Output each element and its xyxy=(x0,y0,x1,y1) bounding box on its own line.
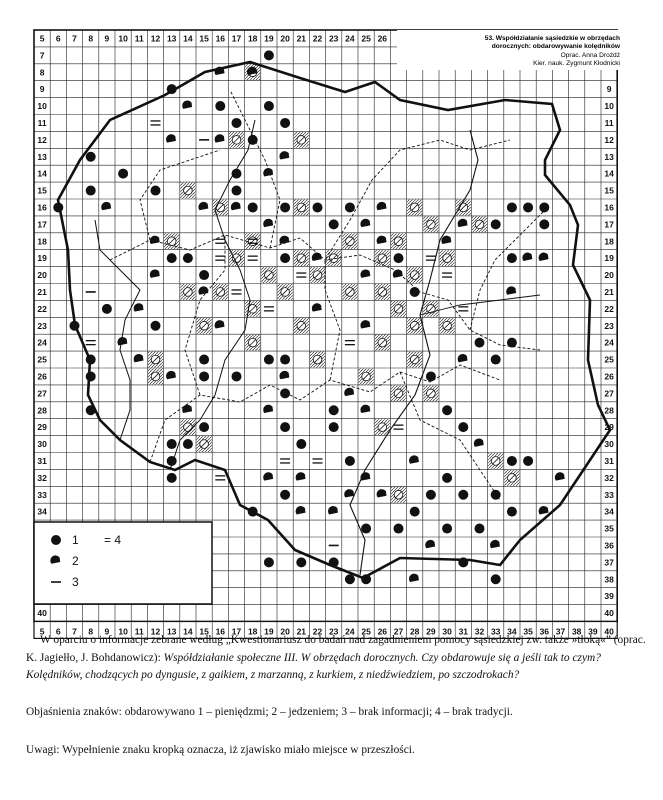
left-row-label: 7 xyxy=(39,50,45,61)
map-title-box xyxy=(397,30,622,70)
right-row-label: 17 xyxy=(604,219,614,230)
bottom-column-label: 40 xyxy=(604,626,614,637)
marker-money xyxy=(70,321,80,331)
marker-money xyxy=(86,186,96,196)
bottom-column-label: 38 xyxy=(571,626,582,637)
marker-food xyxy=(409,574,419,582)
marker-food xyxy=(215,67,225,75)
right-row-label: 31 xyxy=(604,455,614,466)
right-row-label: 37 xyxy=(604,557,614,568)
marker-money xyxy=(458,557,468,567)
marker-money xyxy=(329,422,339,432)
left-row-label: 26 xyxy=(37,371,47,382)
marker-money xyxy=(523,202,533,212)
bottom-column-label: 29 xyxy=(426,626,436,637)
legend-label-2: 2 xyxy=(72,554,79,568)
top-column-label: 26 xyxy=(377,33,388,44)
right-row-label: 14 xyxy=(604,168,614,179)
marker-money xyxy=(264,557,274,567)
marker-money xyxy=(361,574,371,584)
right-row-label: 23 xyxy=(604,320,614,331)
marker-food xyxy=(166,371,176,379)
right-row-label: 32 xyxy=(604,472,614,483)
region-border xyxy=(110,235,540,350)
bottom-column-label: 34 xyxy=(507,626,517,637)
right-row-label: 19 xyxy=(604,253,614,264)
bottom-column-label: 25 xyxy=(361,626,371,637)
marker-money xyxy=(151,321,161,331)
left-row-label: 9 xyxy=(39,84,45,95)
right-row-label: 40 xyxy=(604,608,614,619)
marker-food xyxy=(377,489,387,497)
left-row-label: 18 xyxy=(37,236,47,247)
marker-money xyxy=(507,202,517,212)
bottom-column-label: 19 xyxy=(264,626,274,637)
marker-food xyxy=(150,236,160,244)
bottom-column-label: 7 xyxy=(72,626,77,637)
marker-money xyxy=(426,371,436,381)
marker-money xyxy=(491,219,501,229)
marker-money xyxy=(232,371,242,381)
marker-food xyxy=(263,472,273,480)
marker-food xyxy=(263,168,273,176)
marker-money xyxy=(507,507,517,517)
bottom-column-label: 39 xyxy=(588,626,598,637)
marker-money xyxy=(280,388,290,398)
marker-money xyxy=(329,405,339,415)
left-row-label: 29 xyxy=(37,422,47,433)
map-supervisor: Kier. nauk. Zygmunt Kłodnicki xyxy=(533,60,620,67)
bottom-column-label: 21 xyxy=(296,626,307,637)
left-row-label: 25 xyxy=(37,354,47,365)
marker-food xyxy=(312,303,322,311)
right-row-label: 29 xyxy=(604,422,614,433)
marker-money xyxy=(458,490,468,500)
marker-food xyxy=(231,202,241,210)
marker-money xyxy=(280,118,290,128)
marker-money xyxy=(296,557,306,567)
marker-money xyxy=(86,371,96,381)
marker-food xyxy=(360,269,370,277)
marker-money xyxy=(151,186,161,196)
marker-money xyxy=(475,338,485,348)
marker-money xyxy=(458,422,468,432)
bottom-column-label: 11 xyxy=(134,626,144,637)
right-row-label: 9 xyxy=(606,84,612,95)
left-row-label: 19 xyxy=(37,253,47,264)
marker-money xyxy=(118,169,128,179)
marker-food xyxy=(474,438,484,446)
marker-money xyxy=(280,422,290,432)
marker-food xyxy=(198,202,208,210)
caption-notes: Uwagi: Wypełnienie znaku kropką oznacza, iż zjawisko miało miejsce w przeszłości. xyxy=(26,744,415,756)
top-column-label: 17 xyxy=(231,33,242,44)
marker-money xyxy=(280,490,290,500)
marker-money xyxy=(232,169,242,179)
left-row-label: 11 xyxy=(37,117,47,128)
bottom-column-label: 12 xyxy=(150,626,161,637)
top-column-label: 14 xyxy=(183,33,193,44)
top-column-label: 10 xyxy=(118,33,128,44)
top-column-label: 6 xyxy=(55,33,61,44)
bottom-column-label: 16 xyxy=(215,626,226,637)
bottom-column-label: 5 xyxy=(39,626,45,637)
marker-food xyxy=(377,202,387,210)
left-row-label: 24 xyxy=(37,337,47,348)
bottom-column-label: 32 xyxy=(474,626,485,637)
marker-food xyxy=(344,489,354,497)
left-row-label: 16 xyxy=(37,202,47,213)
left-row-label: 30 xyxy=(37,439,47,450)
caption-source xyxy=(26,632,646,685)
marker-food xyxy=(215,134,225,142)
right-row-label: 33 xyxy=(604,489,614,500)
right-row-label: 18 xyxy=(604,236,614,247)
bottom-column-label: 23 xyxy=(328,626,339,637)
marker-money xyxy=(329,219,339,229)
marker-money xyxy=(507,338,517,348)
marker-food xyxy=(279,371,289,379)
marker-food xyxy=(101,202,111,210)
marker-money xyxy=(345,456,355,466)
marker-money xyxy=(232,186,242,196)
marker-money xyxy=(167,253,177,263)
marker-food xyxy=(215,320,225,328)
marker-money xyxy=(248,202,258,212)
marker-money xyxy=(475,524,485,534)
bottom-column-label: 14 xyxy=(183,626,193,637)
top-column-label: 12 xyxy=(150,33,161,44)
right-row-label: 25 xyxy=(604,354,614,365)
right-row-label: 34 xyxy=(604,506,614,517)
marker-money xyxy=(232,118,242,128)
marker-money xyxy=(86,355,96,365)
marker-food xyxy=(377,236,387,244)
marker-money xyxy=(248,507,258,517)
legend-symbol-1 xyxy=(51,535,61,545)
bottom-column-label: 22 xyxy=(312,626,323,637)
left-row-label: 10 xyxy=(37,101,47,112)
left-row-label: 40 xyxy=(37,608,47,619)
marker-food xyxy=(279,151,289,159)
marker-money xyxy=(442,473,452,483)
bottom-column-label: 9 xyxy=(104,626,110,637)
bottom-column-label: 17 xyxy=(231,626,242,637)
bottom-column-label: 37 xyxy=(555,626,566,637)
map-author: Oprac. Anna Drożdż xyxy=(560,52,620,59)
marker-money xyxy=(442,405,452,415)
top-column-label: 9 xyxy=(104,33,110,44)
marker-money xyxy=(53,202,63,212)
marker-food xyxy=(134,303,144,311)
marker-food xyxy=(441,236,451,244)
right-row-label: 15 xyxy=(604,185,614,196)
left-row-label: 15 xyxy=(37,185,47,196)
marker-money xyxy=(199,355,209,365)
right-row-label: 35 xyxy=(604,523,614,534)
top-column-label: 15 xyxy=(199,33,209,44)
marker-money xyxy=(199,422,209,432)
bottom-column-label: 31 xyxy=(458,626,469,637)
left-row-label: 28 xyxy=(37,405,47,416)
legend-label-4: = 4 xyxy=(104,533,122,547)
marker-food xyxy=(296,506,306,514)
top-column-label: 13 xyxy=(166,33,177,44)
map-title-line-1: 53. Współdziałanie sąsiedzkie w obrzędach xyxy=(484,35,620,42)
marker-food xyxy=(458,354,468,362)
marker-food xyxy=(555,472,565,480)
map-legend xyxy=(34,522,212,604)
right-row-label: 24 xyxy=(604,337,614,348)
right-row-label: 22 xyxy=(604,303,614,314)
right-row-label: 27 xyxy=(604,388,614,399)
marker-money xyxy=(345,202,355,212)
bottom-column-label: 10 xyxy=(118,626,128,637)
marker-food xyxy=(506,286,516,294)
marker-food xyxy=(490,540,500,548)
top-column-label: 8 xyxy=(88,33,94,44)
left-row-label: 32 xyxy=(37,472,47,483)
marker-money xyxy=(539,202,549,212)
marker-money xyxy=(523,456,533,466)
marker-food xyxy=(458,219,468,227)
marker-food xyxy=(117,337,127,345)
country-border xyxy=(58,62,610,578)
bottom-column-label: 18 xyxy=(247,626,258,637)
marker-food xyxy=(360,405,370,413)
right-row-label: 21 xyxy=(604,286,614,297)
marker-money xyxy=(442,524,452,534)
marker-money xyxy=(313,202,323,212)
bottom-column-label: 35 xyxy=(523,626,533,637)
right-row-label: 36 xyxy=(604,540,614,551)
marker-money xyxy=(280,355,290,365)
marker-food xyxy=(344,388,354,396)
marker-money xyxy=(410,287,420,297)
right-row-label: 26 xyxy=(604,371,614,382)
right-row-label: 38 xyxy=(604,574,614,585)
marker-food xyxy=(182,100,192,108)
marker-food xyxy=(360,472,370,480)
right-row-label: 30 xyxy=(604,439,614,450)
marker-money xyxy=(280,202,290,212)
river xyxy=(95,220,140,440)
marker-money xyxy=(491,574,501,584)
left-row-label: 13 xyxy=(37,151,47,162)
marker-money xyxy=(167,473,177,483)
marker-money xyxy=(394,524,404,534)
bottom-column-label: 33 xyxy=(490,626,501,637)
right-row-label: 12 xyxy=(604,134,614,145)
bottom-column-label: 28 xyxy=(409,626,420,637)
right-row-label: 39 xyxy=(604,591,614,602)
marker-money xyxy=(296,439,306,449)
marker-money xyxy=(264,355,274,365)
legend-label-1: 1 xyxy=(72,533,79,547)
caption-source-text: W oparciu o informacje zebrane według „Kwestionariusz do badań nad zagadnieniem pomocy sąsiedzkiej zw. także »tłoką«” (oprac. K. Jagiełło, J. Bohdanowicz): xyxy=(26,634,646,664)
bottom-column-label: 36 xyxy=(539,626,550,637)
marker-food xyxy=(360,320,370,328)
left-row-label: 34 xyxy=(37,506,47,517)
marker-food xyxy=(150,269,160,277)
top-column-label: 18 xyxy=(247,33,258,44)
bottom-column-label: 6 xyxy=(55,626,61,637)
top-column-label: 24 xyxy=(345,33,355,44)
marker-money xyxy=(507,253,517,263)
marker-money xyxy=(394,253,404,263)
marker-food xyxy=(263,405,273,413)
caption-legend-explanation: Objaśnienia znaków: obdarowywano 1 – pieniędzmi; 2 – jedzeniem; 3 – brak informacji; 4 – brak tradycji. xyxy=(26,706,513,718)
marker-food xyxy=(328,506,338,514)
marker-money xyxy=(86,152,96,162)
bottom-column-label: 8 xyxy=(88,626,94,637)
marker-food xyxy=(312,253,322,261)
left-row-label: 14 xyxy=(37,168,47,179)
marker-money xyxy=(507,456,517,466)
top-column-label: 11 xyxy=(134,33,144,44)
marker-money xyxy=(491,490,501,500)
marker-food xyxy=(296,472,306,480)
marker-money xyxy=(345,574,355,584)
marker-food xyxy=(263,219,273,227)
marker-food xyxy=(425,540,435,548)
marker-money xyxy=(410,507,420,517)
bottom-column-label: 26 xyxy=(377,626,388,637)
marker-money xyxy=(264,101,274,111)
marker-food xyxy=(539,506,549,514)
marker-money xyxy=(426,490,436,500)
bottom-column-label: 20 xyxy=(280,626,290,637)
bottom-column-label: 27 xyxy=(393,626,404,637)
marker-food xyxy=(360,219,370,227)
marker-food xyxy=(279,236,289,244)
marker-money xyxy=(248,135,258,145)
marker-money xyxy=(183,253,193,263)
top-column-label: 20 xyxy=(280,33,290,44)
bottom-column-label: 13 xyxy=(166,626,177,637)
marker-money xyxy=(167,456,177,466)
marker-food xyxy=(522,253,532,261)
marker-food xyxy=(409,455,419,463)
marker-money xyxy=(199,270,209,280)
marker-money xyxy=(183,439,193,449)
left-row-label: 12 xyxy=(37,134,47,145)
right-row-label: 20 xyxy=(604,270,614,281)
bottom-column-label: 30 xyxy=(442,626,452,637)
top-column-label: 5 xyxy=(39,33,45,44)
left-row-label: 27 xyxy=(37,388,47,399)
marker-money xyxy=(167,439,177,449)
marker-money xyxy=(361,524,371,534)
left-row-label: 17 xyxy=(37,219,47,230)
top-column-label: 19 xyxy=(264,33,274,44)
legend-label-3: 3 xyxy=(72,575,79,589)
marker-money xyxy=(280,253,290,263)
marker-money xyxy=(215,101,225,111)
marker-money xyxy=(86,405,96,415)
top-column-label: 22 xyxy=(312,33,323,44)
marker-money xyxy=(199,371,209,381)
marker-food xyxy=(134,354,144,362)
marker-money xyxy=(329,557,339,567)
marker-money xyxy=(491,355,501,365)
marker-food xyxy=(393,269,403,277)
left-row-label: 22 xyxy=(37,303,47,314)
top-column-label: 25 xyxy=(361,33,371,44)
right-row-label: 28 xyxy=(604,405,614,416)
bottom-column-label: 15 xyxy=(199,626,209,637)
marker-money xyxy=(102,304,112,314)
top-column-label: 7 xyxy=(72,33,77,44)
left-row-label: 21 xyxy=(37,286,47,297)
marker-money xyxy=(167,84,177,94)
top-column-label: 16 xyxy=(215,33,226,44)
top-column-label: 23 xyxy=(328,33,339,44)
bottom-column-label: 24 xyxy=(345,626,355,637)
marker-food xyxy=(198,286,208,294)
right-row-label: 13 xyxy=(604,151,614,162)
marker-money xyxy=(264,50,274,60)
marker-food xyxy=(182,405,192,413)
right-row-label: 16 xyxy=(604,202,614,213)
caption-questionnaire: Współdziałanie społeczne III. W obrzędach dorocznych. Czy obdarowuje się a jeśli tak to czym? Kolędników, chodzących po dyngusie, z gaikiem, z marzanną, z kurkiem, z niedźwiedziem, po szczodrokach? xyxy=(26,651,601,681)
marker-food xyxy=(166,134,176,142)
top-column-label: 21 xyxy=(296,33,307,44)
map-title-line-2: dorocznych: obdarowywanie kolędników xyxy=(491,43,620,50)
left-row-label: 20 xyxy=(37,270,47,281)
left-row-label: 23 xyxy=(37,320,47,331)
marker-food xyxy=(539,253,549,261)
right-row-label: 11 xyxy=(604,117,614,128)
right-row-label: 10 xyxy=(604,101,614,112)
left-row-label: 31 xyxy=(37,455,47,466)
left-row-label: 8 xyxy=(39,67,45,78)
left-row-label: 33 xyxy=(37,489,47,500)
marker-money xyxy=(539,219,549,229)
